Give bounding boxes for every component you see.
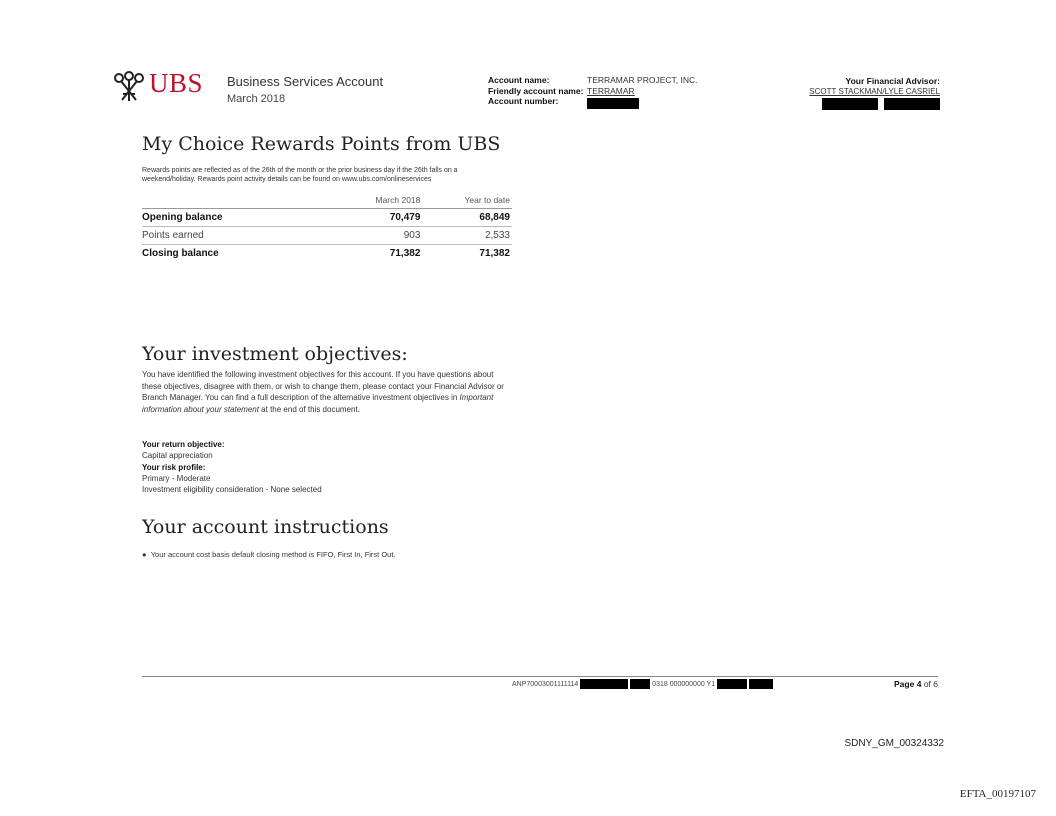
rewards-table bbox=[142, 193, 512, 262]
account-info bbox=[488, 75, 583, 107]
rewards-note: Rewards points are reflected as of the 26th of the month or the prior business day if the 26th falls on a weekend/holiday. Rewards point activity details can be found on www.ubs.com/onlineservices bbox=[142, 167, 458, 183]
redacted-footer-3 bbox=[717, 679, 747, 689]
footer-divider bbox=[142, 676, 938, 677]
return-objective-value: Capital appreciation bbox=[142, 451, 213, 461]
redacted-footer-2 bbox=[630, 679, 650, 689]
statement-period: March 2018 bbox=[227, 93, 286, 105]
objectives-body-part2: at the end of this document. bbox=[258, 404, 360, 414]
ubs-logo-text: UBS bbox=[149, 68, 204, 98]
instruction-text: Your account cost basis default closing method is FIFO, First In, First Out. bbox=[150, 550, 396, 559]
advisor-names: SCOTT STACKMAN/LYLE CASRIEL bbox=[809, 87, 940, 96]
bates-number-2: EFTA_00197107 bbox=[959, 788, 1036, 800]
objectives-body-italic: Important information about your statement bbox=[142, 393, 494, 414]
row-ytd: 68,849 bbox=[422, 209, 512, 227]
friendly-name-value: TERRAMAR bbox=[587, 85, 635, 96]
eligibility-consideration: Investment eligibility consideration - None selected bbox=[142, 485, 322, 495]
redacted-advisor-1 bbox=[822, 98, 878, 110]
row-month: 903 bbox=[334, 227, 422, 245]
footer-code bbox=[512, 679, 773, 689]
col-ytd: Year to date bbox=[422, 193, 512, 209]
row-label: Points earned bbox=[142, 227, 334, 245]
redacted-advisor-2 bbox=[884, 98, 940, 110]
risk-profile-value: Primary - Moderate bbox=[142, 473, 211, 483]
row-month: 71,382 bbox=[389, 248, 421, 259]
account-name-value: TERRAMAR PROJECT, INC. bbox=[587, 75, 698, 85]
instructions-title: Your account instructions bbox=[142, 516, 389, 538]
account-number-label: Account number: bbox=[488, 96, 559, 106]
rewards-title: My Choice Rewards Points from UBS bbox=[142, 133, 501, 155]
row-month: 70,479 bbox=[334, 209, 422, 227]
page-total: of 6 bbox=[923, 679, 938, 689]
objectives-details bbox=[142, 439, 512, 495]
row-ytd: 2,533 bbox=[422, 227, 512, 245]
ubs-keys-logo-icon bbox=[112, 70, 146, 104]
objectives-body-part1: You have identified the following investment objectives for this account. If you have questions about these objectives, disagree with them, or wish to change them, please contact your Financial Advisor or Branch Manager. You can find a full description of the alternative investment objectives in bbox=[142, 370, 504, 402]
objectives-body bbox=[142, 369, 512, 415]
redacted-footer-4 bbox=[749, 679, 773, 689]
footer-code-2: 0318 000000000 Y1 bbox=[652, 680, 716, 688]
account-values bbox=[587, 75, 698, 114]
rewards-header-row bbox=[142, 193, 512, 209]
rewards-header-blank bbox=[142, 193, 334, 209]
row-label: Opening balance bbox=[142, 209, 334, 227]
page-indicator bbox=[894, 679, 938, 689]
bullet-icon: ● bbox=[142, 550, 151, 559]
instruction-item bbox=[142, 550, 396, 559]
bates-number-1: SDNY_GM_00324332 bbox=[844, 738, 944, 749]
table-row bbox=[142, 209, 512, 227]
page-word: Page bbox=[894, 679, 915, 689]
row-ytd: 71,382 bbox=[479, 248, 510, 259]
advisor-label: Your Financial Advisor: bbox=[845, 76, 940, 86]
footer-code-1: ANP70003001111114 bbox=[512, 680, 579, 688]
return-objective-label: Your return objective: bbox=[142, 440, 225, 449]
account-name-label: Account name: bbox=[488, 75, 550, 85]
friendly-name-label: Friendly account name: bbox=[488, 85, 584, 96]
row-label: Closing balance bbox=[142, 248, 219, 259]
risk-profile-label: Your risk profile: bbox=[142, 462, 206, 472]
table-row bbox=[142, 245, 512, 263]
redacted-account-number bbox=[587, 98, 639, 109]
objectives-title: Your investment objectives: bbox=[142, 343, 408, 365]
table-row bbox=[142, 227, 512, 245]
col-month: March 2018 bbox=[334, 193, 422, 209]
redacted-footer-1 bbox=[580, 679, 628, 689]
account-type: Business Services Account bbox=[227, 74, 384, 89]
page-number: 4 bbox=[916, 679, 922, 689]
advisor-redactions bbox=[822, 98, 940, 110]
